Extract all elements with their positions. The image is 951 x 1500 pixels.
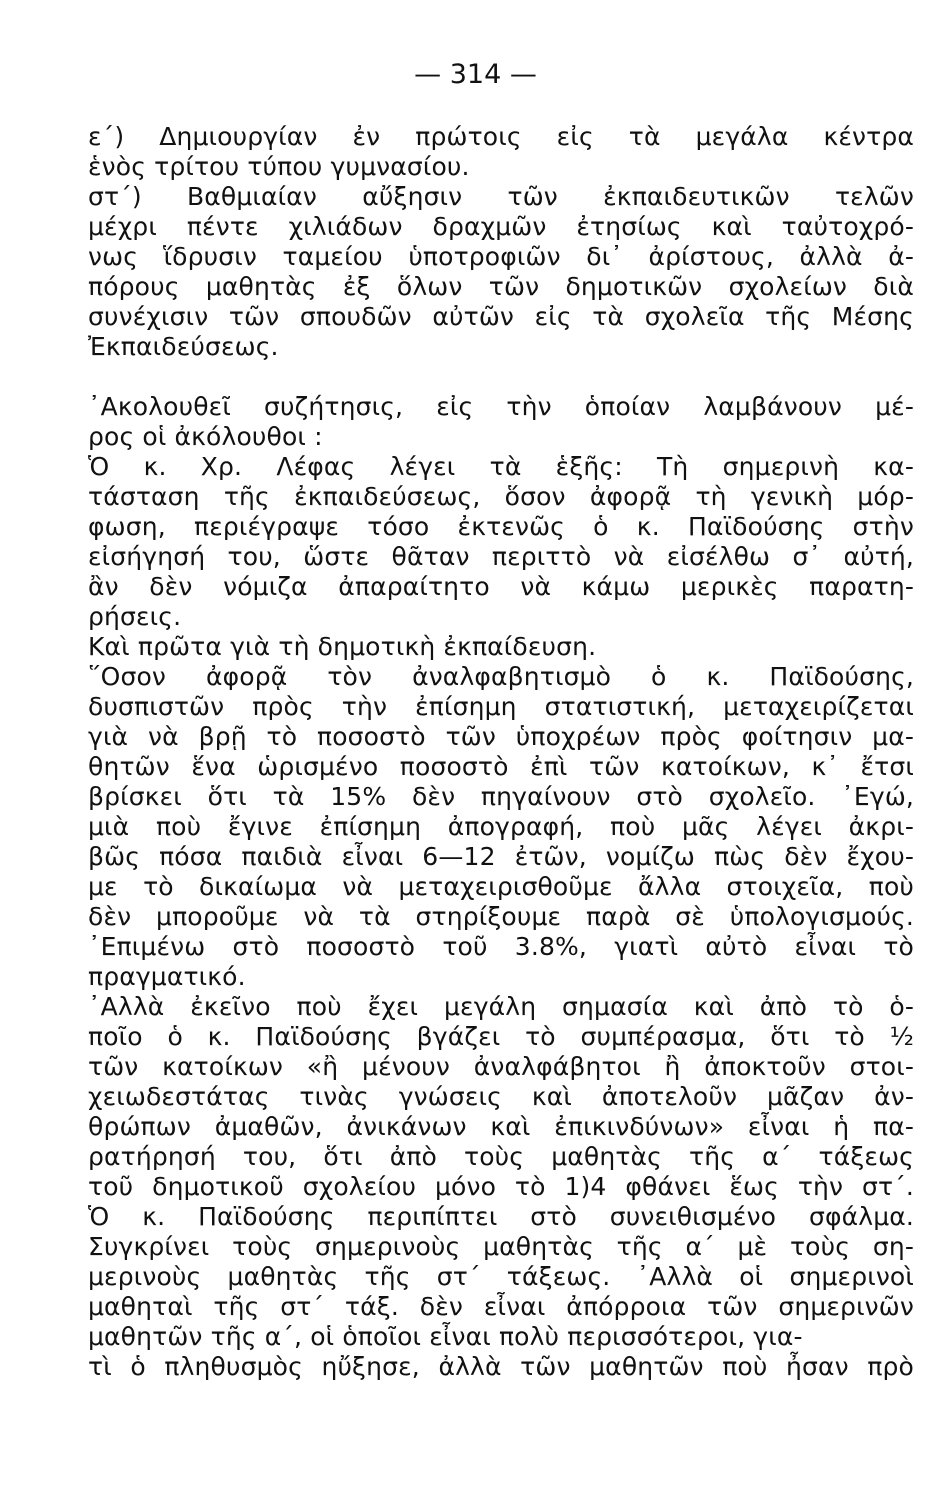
text-line: τῶν κατοίκων «ἢ μένουν ἀναλφάβητοι ἢ ἀποκτοῦν στοι- <box>88 1052 914 1081</box>
text-line: γιὰ νὰ βρῇ τὸ ποσοστὸ τῶν ὑποχρέων πρὸς φοίτησιν μα- <box>88 722 914 751</box>
text-line: μερινοὺς μαθητὰς τῆς στ΄ τάξεως. ᾽Αλλὰ οἱ σημερινοὶ <box>88 1262 914 1291</box>
text-line: συνέχισιν τῶν σπουδῶν αὐτῶν εἰς τὰ σχολεῖα τῆς Μέσης <box>88 302 914 331</box>
text-line: Ὁ κ. Χρ. Λέφας λέγει τὰ ἑξῆς: Τὴ σημερινὴ κα- <box>88 452 914 481</box>
text-line: ποῖο ὁ κ. Παϊδούσης βγάζει τὸ συμπέρασμα, ὅτι τὸ ½ <box>88 1022 914 1051</box>
text-line: Συγκρίνει τοὺς σημερινοὺς μαθητὰς τῆς α΄ μὲ τοὺς ση- <box>88 1232 914 1261</box>
text-line: φωση, περιέγραψε τόσο ἐκτενῶς ὁ κ. Παϊδούσης στὴν <box>88 512 914 541</box>
text-line: Καὶ πρῶτα γιὰ τὴ δημοτικὴ ἐκπαίδευση. <box>88 632 597 661</box>
text-line: μιὰ ποὺ ἔγινε ἐπίσημη ἀπογραφή, ποὺ μᾶς λέγει ἀκρι- <box>88 812 914 841</box>
text-line: ρατήρησή του, ὅτι ἀπὸ τοὺς μαθητὰς τῆς α΄ τάξεως <box>88 1142 914 1171</box>
text-line: στ΄) Βαθμιαίαν αὔξησιν τῶν ἐκπαιδευτικῶν τελῶν <box>88 182 914 211</box>
text-line: μέχρι πέντε χιλιάδων δραχμῶν ἐτησίως καὶ ταὐτοχρό- <box>88 212 914 241</box>
text-line: χειωδεστάτας τινὰς γνώσεις καὶ ἀποτελοῦν μᾶζαν ἀν- <box>88 1082 914 1111</box>
body-text <box>88 122 914 1382</box>
text-line: ᾽Επιμένω στὸ ποσοστὸ τοῦ 3.8%, γιατὶ αὐτὸ εἶναι τὸ <box>88 932 914 961</box>
text-line: μαθηταὶ τῆς στ΄ τάξ. δὲν εἶναι ἀπόρροια τῶν σημερινῶν <box>88 1292 914 1321</box>
text-line: βῶς πόσα παιδιὰ εἶναι 6—12 ἐτῶν, νομίζω πὼς δὲν ἔχου- <box>88 842 914 871</box>
page-number: — 314 — <box>414 59 537 90</box>
text-line: θρώπων ἀμαθῶν, ἀνικάνων καὶ ἐπικινδύνων» εἶναι ἡ πα- <box>88 1112 914 1141</box>
text-line: δυσπιστῶν πρὸς τὴν ἐπίσημη στατιστική, μεταχειρίζεται <box>88 692 914 721</box>
paragraph-gap <box>88 362 914 392</box>
text-line: Ὁ κ. Παϊδούσης περιπίπτει στὸ συνειθισμένο σφάλμα. <box>88 1202 914 1231</box>
text-line: ᾽Αλλὰ ἐκεῖνο ποὺ ἔχει μεγάλη σημασία καὶ ἀπὸ τὸ ὁ- <box>88 992 914 1021</box>
text-line: εἰσήγησή του, ὥστε θᾶταν περιττὸ νὰ εἰσέλθω σ᾽ αὐτή, <box>88 542 914 571</box>
text-line: θητῶν ἕνα ὡρισμένο ποσοστὸ ἐπὶ τῶν κατοίκων, κ᾽ ἔτσι <box>88 752 914 781</box>
text-line: ε΄) Δημιουργίαν ἐν πρώτοις εἰς τὰ μεγάλα κέντρα <box>88 122 914 151</box>
text-line: πόρους μαθητὰς ἐξ ὅλων τῶν δημοτικῶν σχολείων διὰ <box>88 272 914 301</box>
text-line: με τὸ δικαίωμα νὰ μεταχειρισθοῦμε ἄλλα στοιχεῖα, ποὺ <box>88 872 914 901</box>
text-line: ρος οἱ ἀκόλουθοι : <box>88 422 323 451</box>
text-line: ῞Οσον ἀφορᾷ τὸν ἀναλφαβητισμὸ ὁ κ. Παϊδούσης, <box>88 662 914 691</box>
text-line: νως ἵδρυσιν ταμείου ὑποτροφιῶν δι᾽ ἀρίστους, ἀλλὰ ἀ- <box>88 242 914 271</box>
text-line: μαθητῶν τῆς α΄, οἱ ὁποῖοι εἶναι πολὺ περισσότεροι, για- <box>88 1322 803 1351</box>
text-line: βρίσκει ὅτι τὰ 15% δὲν πηγαίνουν στὸ σχολεῖο. ᾽Εγώ, <box>88 782 914 811</box>
text-line: τοῦ δημοτικοῦ σχολείου μόνο τὸ 1)4 φθάνει ἕως τὴν στ΄. <box>88 1172 914 1201</box>
text-line: ἂν δὲν νόμιζα ἀπαραίτητο νὰ κάμω μερικὲς παρατη- <box>88 572 914 601</box>
text-line: τὶ ὁ πληθυσμὸς ηὔξησε, ἀλλὰ τῶν μαθητῶν ποὺ ἦσαν πρὸ <box>88 1352 914 1381</box>
text-line: τάσταση τῆς ἐκπαιδεύσεως, ὅσον ἀφορᾷ τὴ γενικὴ μόρ- <box>88 482 914 511</box>
text-line: Ἐκπαιδεύσεως. <box>88 332 279 361</box>
text-line: πραγματικό. <box>88 962 246 991</box>
text-line: δὲν μποροῦμε νὰ τὰ στηρίξουμε παρὰ σὲ ὑπολογισμούς. <box>88 902 914 931</box>
text-line: ἑνὸς τρίτου τύπου γυμνασίου. <box>88 152 470 181</box>
text-line: ρήσεις. <box>88 602 182 631</box>
text-line: ᾽Ακολουθεῖ συζήτησις, εἰς τὴν ὁποίαν λαμβάνουν μέ- <box>88 392 914 421</box>
